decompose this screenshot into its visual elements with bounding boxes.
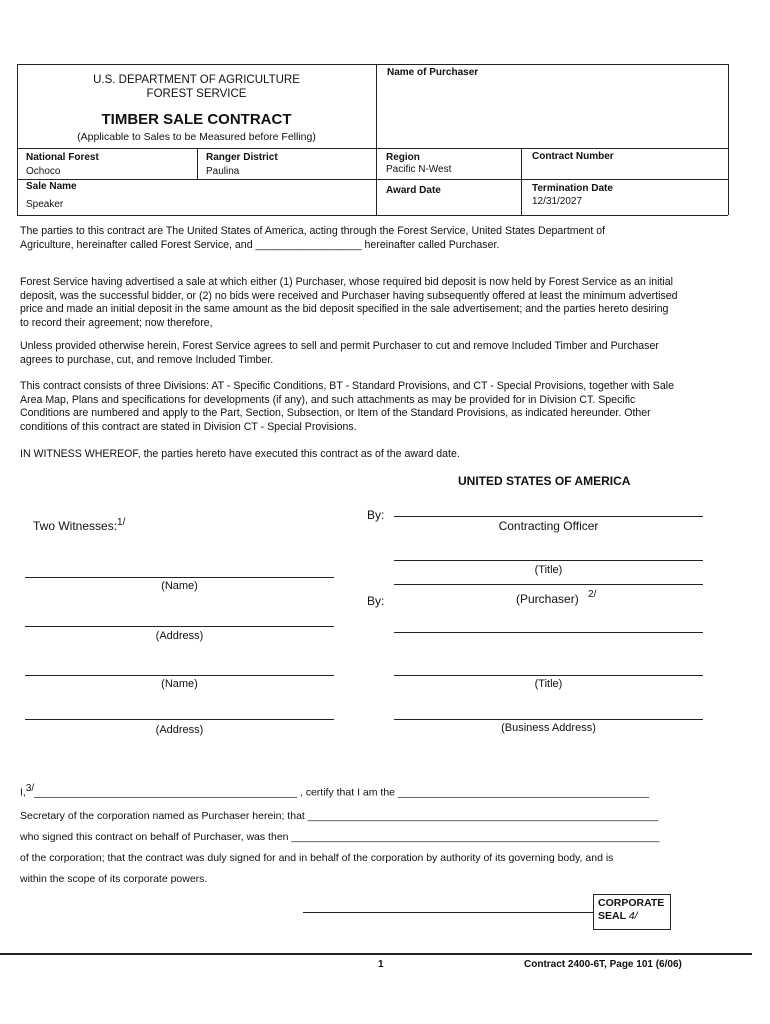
agency-line2: FOREST SERVICE	[146, 88, 247, 100]
witness-address-label-1: (Address)	[155, 630, 204, 642]
form-id: Contract 2400-6T, Page 101 (6/06)	[524, 959, 682, 970]
two-witnesses-label: Two Witnesses:	[33, 519, 118, 533]
witness-address-line-2[interactable]	[25, 719, 334, 720]
by-label-2: By:	[367, 594, 385, 608]
paragraph-agreement: Unless provided otherwise herein, Forest Service agrees to sell and permit Purchaser to cut and remove Included Timber and Purchaser agrees to purchase, cut, and remove Included Timber.	[20, 340, 659, 366]
page-number: 1	[378, 959, 384, 970]
cert-prefix: I,	[20, 786, 26, 799]
cert-line4: of the corporation; that the contract was duly signed for and in behalf of the corporation by authority of its governing body, and is	[20, 852, 614, 864]
contracting-officer-label: Contracting Officer	[498, 519, 599, 533]
name-of-purchaser-label: Name of Purchaser	[387, 67, 479, 78]
witness-address-line-1[interactable]	[25, 626, 334, 627]
witness-name-line-2[interactable]	[25, 675, 334, 676]
cert-line5: within the scope of its corporate powers.	[20, 873, 208, 885]
paragraph-divisions: This contract consists of three Divisions: AT - Specific Conditions, BT - Standard Provisions, and CT - Special Provisions, together with Sale Area Map, Plans and specifications for developments (if any), and such attachments as may be provided for in Division CT. Specific Conditions are numbered and apply to the Part, Section, Subsection, or Item of the Standard Provisions, as indicated hereunder. Other conditions of this contract are stated in Division CT - Special Provisions.	[20, 380, 674, 433]
seal-label-line1: CORPORATE	[598, 897, 665, 909]
termination-date-label: Termination Date	[532, 183, 613, 194]
termination-date-value: 12/31/2027	[532, 196, 583, 207]
corporate-signature-line[interactable]	[303, 912, 593, 913]
region-value: Pacific N-West	[386, 164, 452, 175]
sale-name-label: Sale Name	[26, 181, 77, 192]
cert-line2: Secretary of the corporation named as Purchaser herein; that ____________________________________________________________	[20, 810, 659, 822]
title-label-1: (Title)	[534, 564, 563, 576]
title-line-2[interactable]	[394, 675, 703, 676]
paragraph-witness: IN WITNESS WHEREOF, the parties hereto have executed this contract as of the award date.	[20, 448, 460, 460]
footnote-3: 3/	[25, 783, 35, 794]
national-forest-label: National Forest	[26, 152, 99, 163]
paragraph-parties-line2: Agriculture, hereinafter called Forest Service, and __________________ hereinafter called Purchaser.	[20, 238, 500, 251]
contract-number-label: Contract Number	[532, 151, 614, 162]
purchaser-extra-line[interactable]	[394, 632, 703, 633]
witness-address-label-2: (Address)	[155, 724, 204, 736]
footnote-2: 2/	[588, 589, 597, 600]
paragraph-parties-line1: The parties to this contract are The United States of America, acting through the Forest Service, United States Department of	[20, 225, 606, 237]
title-label-2: (Title)	[534, 678, 563, 690]
contract-subtitle: (Applicable to Sales to be Measured before Felling)	[77, 131, 316, 143]
footnote-1: 1/	[117, 517, 126, 528]
sale-name-value: Speaker	[26, 199, 64, 210]
agency-line1: U.S. DEPARTMENT OF AGRICULTURE	[93, 74, 300, 86]
region-label: Region	[386, 152, 420, 163]
paragraph-advertised: Forest Service having advertised a sale at which either (1) Purchaser, whose required bid deposit is now held by Forest Service as an initial deposit, was the successful bidder, or (2) no bids were received and Purchaser having subsequently offered at least the minimum advertised price and made an initial deposit in the same amount as the bid deposit specified in the sale advertisement; and the parties hereto desiring to record their agreement; now therefore,	[20, 276, 678, 329]
corporate-seal-box	[593, 894, 671, 930]
purchaser-label: (Purchaser)	[516, 592, 579, 606]
cert-line3: who signed this contract on behalf of Purchaser, was then _______________________________________________________________	[20, 831, 660, 843]
footnote-4: 4/	[628, 910, 638, 922]
award-date-label: Award Date	[386, 185, 441, 196]
by-label-1: By:	[367, 508, 385, 522]
business-address-label: (Business Address)	[501, 722, 596, 734]
contracting-officer-signature-line[interactable]	[394, 516, 703, 517]
contract-title: TIMBER SALE CONTRACT	[101, 111, 292, 128]
ranger-district-value: Paulina	[206, 166, 240, 177]
title-line-1[interactable]	[394, 560, 703, 561]
seal-label-line2: SEAL	[598, 910, 626, 922]
footer-rule	[0, 953, 752, 955]
business-address-line[interactable]	[394, 719, 703, 720]
witness-name-line-1[interactable]	[25, 577, 334, 578]
usa-heading: UNITED STATES OF AMERICA	[458, 474, 631, 488]
ranger-district-label: Ranger District	[206, 152, 278, 163]
national-forest-value: Ochoco	[26, 166, 61, 177]
witness-name-label-1: (Name)	[161, 580, 198, 592]
witness-name-label-2: (Name)	[161, 678, 198, 690]
purchaser-signature-line[interactable]	[394, 584, 703, 585]
cert-line1: _____________________________________________ , certify that I am the ___________________________________________	[34, 786, 650, 799]
